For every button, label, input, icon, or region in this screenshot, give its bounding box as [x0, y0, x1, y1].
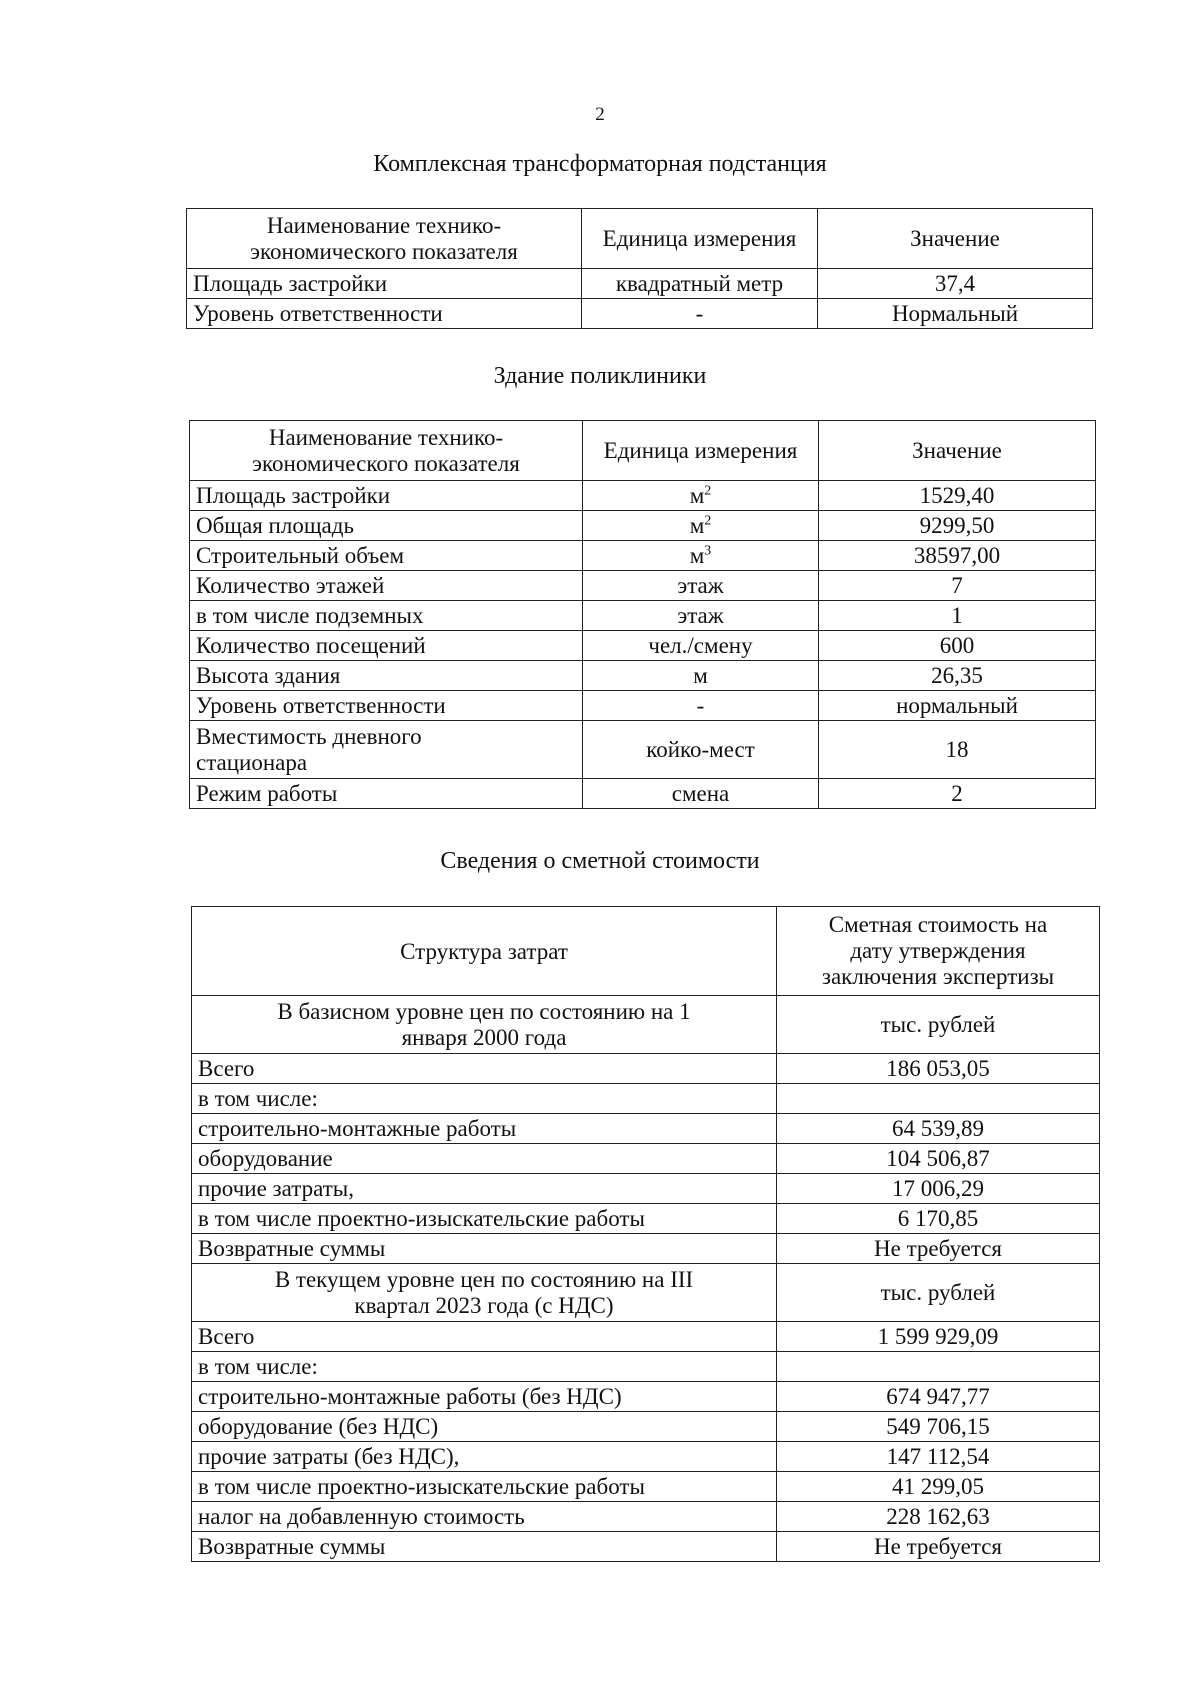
row-value: 2 [819, 779, 1096, 809]
row-name: Вместимость дневного стационара [190, 721, 583, 779]
table-row [192, 1234, 1100, 1264]
table-row [192, 1054, 1100, 1084]
header-unit: Единица измерения [582, 209, 818, 269]
row-value: Нормальный [818, 299, 1093, 329]
table-row [192, 1472, 1100, 1502]
row-value: 38597,00 [819, 541, 1096, 571]
row-name: оборудование [192, 1144, 777, 1174]
row-unit: квадратный метр [582, 269, 818, 299]
table-header-row [190, 421, 1096, 481]
row-name: налог на добавленную стоимость [192, 1502, 777, 1532]
row-value: 147 112,54 [777, 1442, 1100, 1472]
row-name: Возвратные суммы [192, 1234, 777, 1264]
base-unit: тыс. рублей [777, 996, 1100, 1054]
row-value [777, 1352, 1100, 1382]
unit-text: м [689, 483, 705, 508]
table-row [190, 601, 1096, 631]
substation-table [186, 208, 1093, 329]
unit-text: м [689, 543, 705, 568]
row-unit: койко-мест [583, 721, 819, 779]
table-row [192, 1174, 1100, 1204]
table-row [192, 1204, 1100, 1234]
table-header-row [192, 907, 1100, 996]
table-row [190, 511, 1096, 541]
row-value: 18 [819, 721, 1096, 779]
table-row [192, 1114, 1100, 1144]
substation-title: Комплексная трансформаторная подстанция [373, 151, 827, 177]
table-row [190, 691, 1096, 721]
table-row [190, 661, 1096, 691]
row-name: строительно-монтажные работы [192, 1114, 777, 1144]
row-value: 1529,40 [819, 481, 1096, 511]
row-name: в том числе проектно-изыскательские работы [192, 1472, 777, 1502]
header-value: Значение [818, 209, 1093, 269]
row-value: 104 506,87 [777, 1144, 1100, 1174]
row-name: оборудование (без НДС) [192, 1412, 777, 1442]
cost-table [191, 906, 1100, 1562]
row-value: 7 [819, 571, 1096, 601]
table-row [190, 721, 1096, 779]
table-row [190, 541, 1096, 571]
row-name: Площадь застройки [190, 481, 583, 511]
row-value: 6 170,85 [777, 1204, 1100, 1234]
page-number: 2 [595, 104, 605, 125]
row-unit: чел./смену [583, 631, 819, 661]
table-row [192, 1144, 1100, 1174]
row-value: 1 599 929,09 [777, 1322, 1100, 1352]
row-value: 674 947,77 [777, 1382, 1100, 1412]
row-name: в том числе подземных [190, 601, 583, 631]
row-value: 228 162,63 [777, 1502, 1100, 1532]
header-indicator: Наименование технико-экономического показателя [187, 209, 582, 269]
unit-text: м [689, 513, 705, 538]
unit-exponent: 2 [704, 513, 712, 529]
row-name: Количество посещений [190, 631, 583, 661]
current-price-level: В текущем уровне цен по состоянию на III квартал 2023 года (с НДС) [192, 1264, 777, 1322]
row-name: Уровень ответственности [190, 691, 583, 721]
row-name: Всего [192, 1054, 777, 1084]
unit-exponent: 2 [704, 483, 712, 499]
table-row [192, 1352, 1100, 1382]
row-value: 17 006,29 [777, 1174, 1100, 1204]
row-unit: этаж [583, 601, 819, 631]
clinic-table [189, 420, 1096, 809]
table-row [192, 1532, 1100, 1562]
row-name: Общая площадь [190, 511, 583, 541]
table-row [190, 481, 1096, 511]
current-unit: тыс. рублей [777, 1264, 1100, 1322]
base-price-level: В базисном уровне цен по состоянию на 1 января 2000 года [192, 996, 777, 1054]
row-name: прочие затраты, [192, 1174, 777, 1204]
row-value: 26,35 [819, 661, 1096, 691]
row-unit [583, 541, 819, 571]
price-level-row [192, 1264, 1100, 1322]
row-value: 41 299,05 [777, 1472, 1100, 1502]
row-name: Режим работы [190, 779, 583, 809]
row-name: Площадь застройки [187, 269, 582, 299]
header-cost: Сметная стоимость на дату утверждения заключения экспертизы [777, 907, 1100, 996]
unit-exponent: 3 [704, 543, 712, 559]
row-value: 37,4 [818, 269, 1093, 299]
row-unit: м [583, 661, 819, 691]
header-structure: Структура затрат [192, 907, 777, 996]
table-row [190, 779, 1096, 809]
row-name: в том числе: [192, 1084, 777, 1114]
table-row [192, 1382, 1100, 1412]
row-unit [583, 481, 819, 511]
row-unit: - [583, 691, 819, 721]
row-name: Возвратные суммы [192, 1532, 777, 1562]
row-unit: смена [583, 779, 819, 809]
row-value: 549 706,15 [777, 1412, 1100, 1442]
table-row [190, 631, 1096, 661]
row-value: Не требуется [777, 1234, 1100, 1264]
row-name: Всего [192, 1322, 777, 1352]
table-row [190, 571, 1096, 601]
cost-title: Сведения о сметной стоимости [440, 848, 760, 874]
row-value: 186 053,05 [777, 1054, 1100, 1084]
row-name: Количество этажей [190, 571, 583, 601]
table-row [187, 269, 1093, 299]
table-row [192, 1322, 1100, 1352]
row-unit: - [582, 299, 818, 329]
price-level-row [192, 996, 1100, 1054]
table-row [192, 1412, 1100, 1442]
header-indicator: Наименование технико-экономического показателя [190, 421, 583, 481]
row-value: нормальный [819, 691, 1096, 721]
table-row [192, 1442, 1100, 1472]
row-value: 9299,50 [819, 511, 1096, 541]
row-name: Высота здания [190, 661, 583, 691]
row-name: в том числе: [192, 1352, 777, 1382]
header-value: Значение [819, 421, 1096, 481]
table-row [192, 1502, 1100, 1532]
row-value [777, 1084, 1100, 1114]
row-value: Не требуется [777, 1532, 1100, 1562]
row-name: прочие затраты (без НДС), [192, 1442, 777, 1472]
row-name: в том числе проектно-изыскательские работы [192, 1204, 777, 1234]
row-value: 1 [819, 601, 1096, 631]
clinic-title: Здание поликлиники [493, 363, 707, 389]
row-value: 64 539,89 [777, 1114, 1100, 1144]
row-unit [583, 511, 819, 541]
row-name: строительно-монтажные работы (без НДС) [192, 1382, 777, 1412]
table-row [192, 1084, 1100, 1114]
table-header-row [187, 209, 1093, 269]
table-row [187, 299, 1093, 329]
row-name: Уровень ответственности [187, 299, 582, 329]
row-unit: этаж [583, 571, 819, 601]
row-name: Строительный объем [190, 541, 583, 571]
header-unit: Единица измерения [583, 421, 819, 481]
row-value: 600 [819, 631, 1096, 661]
